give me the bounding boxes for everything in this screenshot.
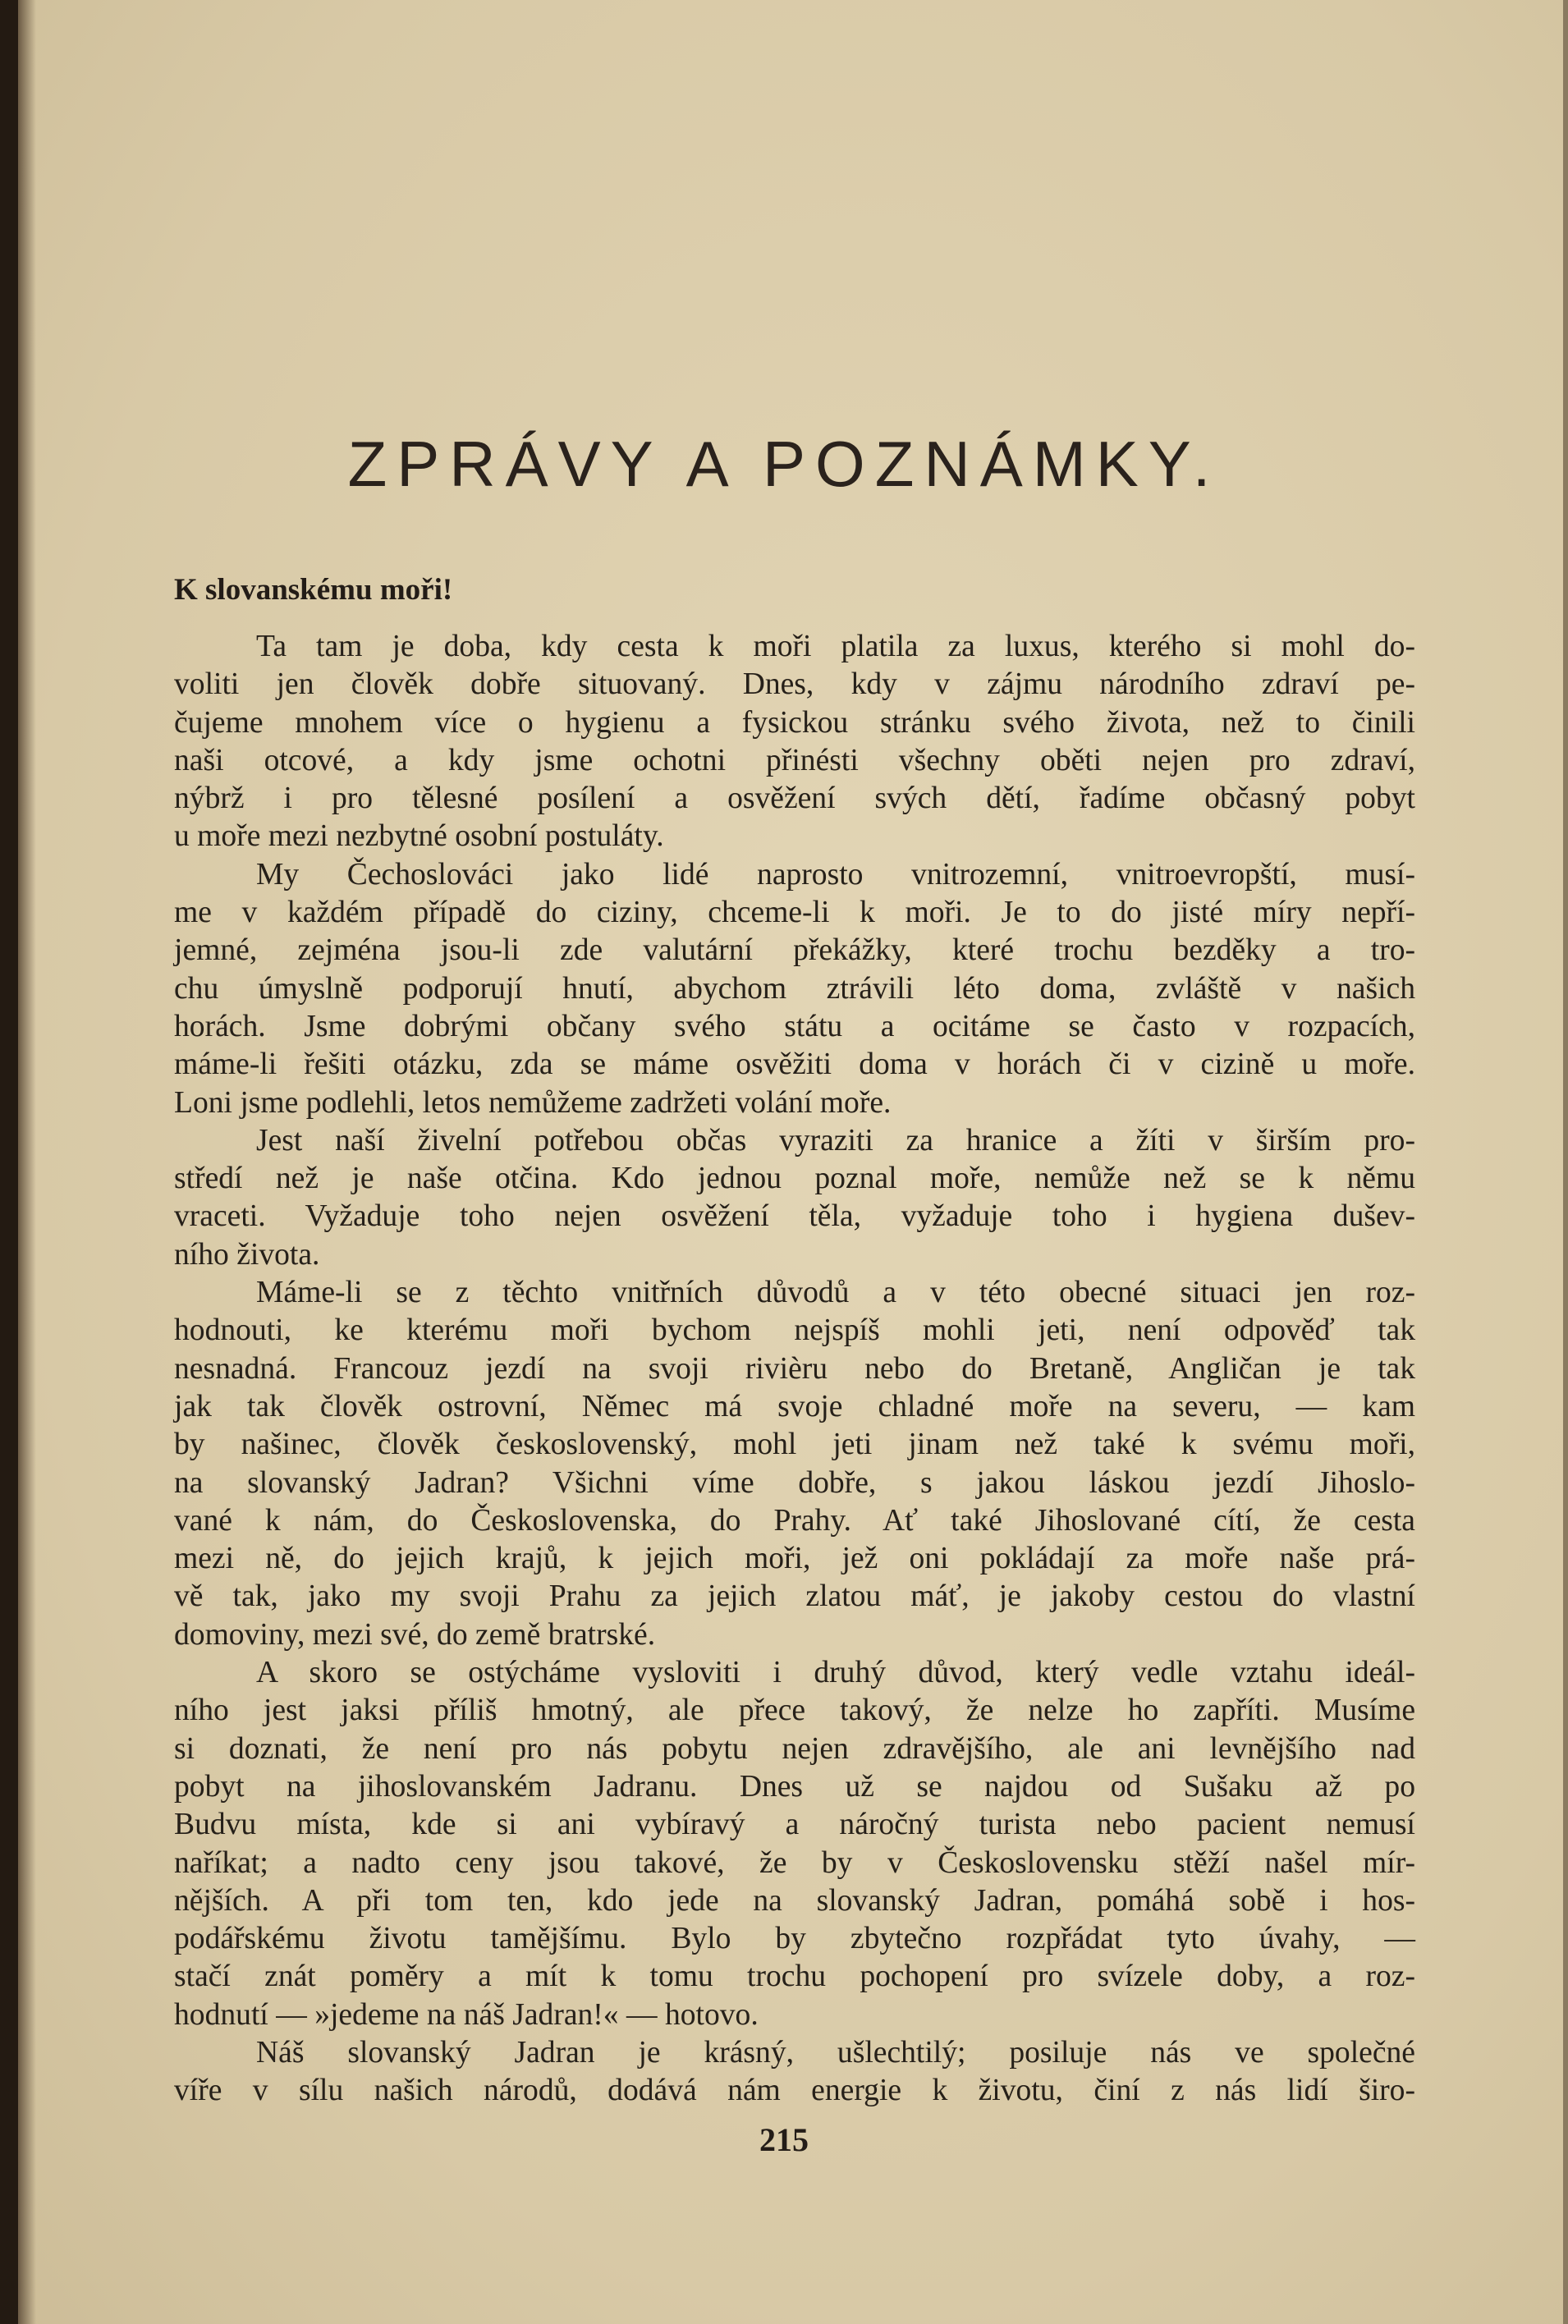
text-line: pobyt na jihoslovanském Jadranu. Dnes už se najdou od Sušaku až po bbox=[174, 1769, 1415, 1804]
section-heading: ZPRÁVY A POZNÁMKY. bbox=[347, 428, 1221, 500]
text-line: nějších. A při tom ten, kdo jede na slovanský Jadran, pomáhá sobě i hos- bbox=[174, 1883, 1415, 1918]
text-line: domoviny, mezi své, do země bratrské. bbox=[174, 1617, 656, 1652]
text-line: ního života. bbox=[174, 1237, 320, 1272]
page-edge bbox=[1563, 0, 1568, 2324]
text-line: víře v sílu našich národů, dodává nám energie k životu, činí z nás lidí širo- bbox=[174, 2074, 1415, 2108]
text-line: čujeme mnohem více o hygienu a fysickou stránku svého života, než to činili bbox=[174, 705, 1415, 740]
text-line: si doznati, že není pro nás pobytu nejen zdravějšího, ale ani levnějšího nad bbox=[174, 1731, 1415, 1766]
text-line: u moře mezi nezbytné osobní postuláty. bbox=[174, 819, 664, 854]
text-line: chu úmyslně podporují hnutí, abychom ztrávili léto doma, zvláště v našich bbox=[174, 971, 1415, 1006]
text-line: ního jest jaksi příliš hmotný, ale přece takový, že nelze ho zapříti. Musíme bbox=[174, 1694, 1415, 1728]
text-line: na slovanský Jadran? Všichni víme dobře, s jakou láskou jezdí Jihoslo- bbox=[174, 1465, 1415, 1500]
page-number: 215 bbox=[759, 2121, 809, 2158]
text-line: My Čechoslováci jako lidé naprosto vnitrozemní, vnitroevropští, musí- bbox=[256, 857, 1415, 892]
text-line: vě tak, jako my svoji Prahu za jejich zlatou máť, je jakoby cestou do vlastní bbox=[174, 1579, 1415, 1614]
text-line: Náš slovanský Jadran je krásný, ušlechtilý; posiluje nás ve společné bbox=[256, 2035, 1415, 2070]
gutter-shadow bbox=[18, 0, 36, 2324]
text-line: Loni jsme podlehli, letos nemůžeme zadržeti volání moře. bbox=[174, 1085, 892, 1120]
article-body bbox=[174, 628, 1415, 2111]
text-line: Budvu místa, kde si ani vybíravý a náročný turista nebo pacient nemusí bbox=[174, 1808, 1415, 1842]
text-line: by našinec, člověk československý, mohl jeti jinam než také k svému moři, bbox=[174, 1428, 1415, 1462]
article-title: K slovanskému moři! bbox=[174, 573, 453, 607]
text-line: mezi ně, do jejich krajů, k jejich moři, jež oni pokládají za moře naše prá- bbox=[174, 1542, 1415, 1576]
text-line: nýbrž i pro tělesné posílení a osvěžení svých dětí, řadíme občasný pobyt bbox=[174, 782, 1415, 816]
text-line: Ta tam je doba, kdy cesta k moři platila za luxus, kterého si mohl do- bbox=[256, 630, 1415, 663]
text-line: nesnadná. Francouz jezdí na svoji rivièru nebo do Bretaně, Angličan je tak bbox=[174, 1351, 1415, 1386]
text-line: jemné, zejména jsou-li zde valutární překážky, které trochu bezděky a tro- bbox=[174, 933, 1415, 968]
text-line: máme-li řešiti otázku, zda se máme osvěžiti doma v horách či v cizině u moře. bbox=[174, 1047, 1415, 1082]
text-line: A skoro se ostýcháme vysloviti i druhý důvod, který vedle vztahu ideál- bbox=[256, 1656, 1415, 1690]
text-line: středí než je naše otčina. Kdo jednou poznal moře, nemůže než se k němu bbox=[174, 1162, 1415, 1196]
text-line: me v každém případě do ciziny, chceme-li k moři. Je to do jisté míry nepří- bbox=[174, 896, 1415, 930]
text-line: vané k nám, do Československa, do Prahy. Ať také Jihoslované cítí, že cesta bbox=[174, 1503, 1415, 1538]
text-line: hodnutí — »jedeme na náš Jadran!« — hotovo. bbox=[174, 1997, 759, 2032]
text-line: stačí znát poměry a mít k tomu trochu pochopení pro svízele doby, a roz- bbox=[174, 1960, 1415, 1994]
text-line: horách. Jsme dobrými občany svého státu a ocitáme se často v rozpacích, bbox=[174, 1009, 1415, 1043]
text-line: vraceti. Vyžaduje toho nejen osvěžení těla, vyžaduje toho i hygiena dušev- bbox=[174, 1199, 1415, 1234]
text-line: jak tak člověk ostrovní, Němec má svoje chladné moře na severu, — kam bbox=[174, 1389, 1415, 1423]
text-line: podářskému životu tamějšímu. Bylo by zbytečno rozpřádat tyto úvahy, — bbox=[174, 1922, 1415, 1956]
text-line: Máme-li se z těchto vnitřních důvodů a v této obecné situaci jen roz- bbox=[256, 1276, 1415, 1310]
text-line: naši otcové, a kdy jsme ochotni přinésti všechny oběti nejen pro zdraví, bbox=[174, 743, 1415, 777]
text-line: naříkat; a nadto ceny jsou takové, že by v Československu stěží našel mír- bbox=[174, 1845, 1415, 1880]
text-line: Jest naší živelní potřebou občas vyraziti za hranice a žíti v širším pro- bbox=[256, 1123, 1415, 1157]
text-line: hodnouti, ke kterému moři bychom nejspíš mohli jeti, není odpověď tak bbox=[174, 1313, 1415, 1348]
text-line: voliti jen člověk dobře situovaný. Dnes, kdy v zájmu národního zdraví pe- bbox=[174, 667, 1415, 702]
